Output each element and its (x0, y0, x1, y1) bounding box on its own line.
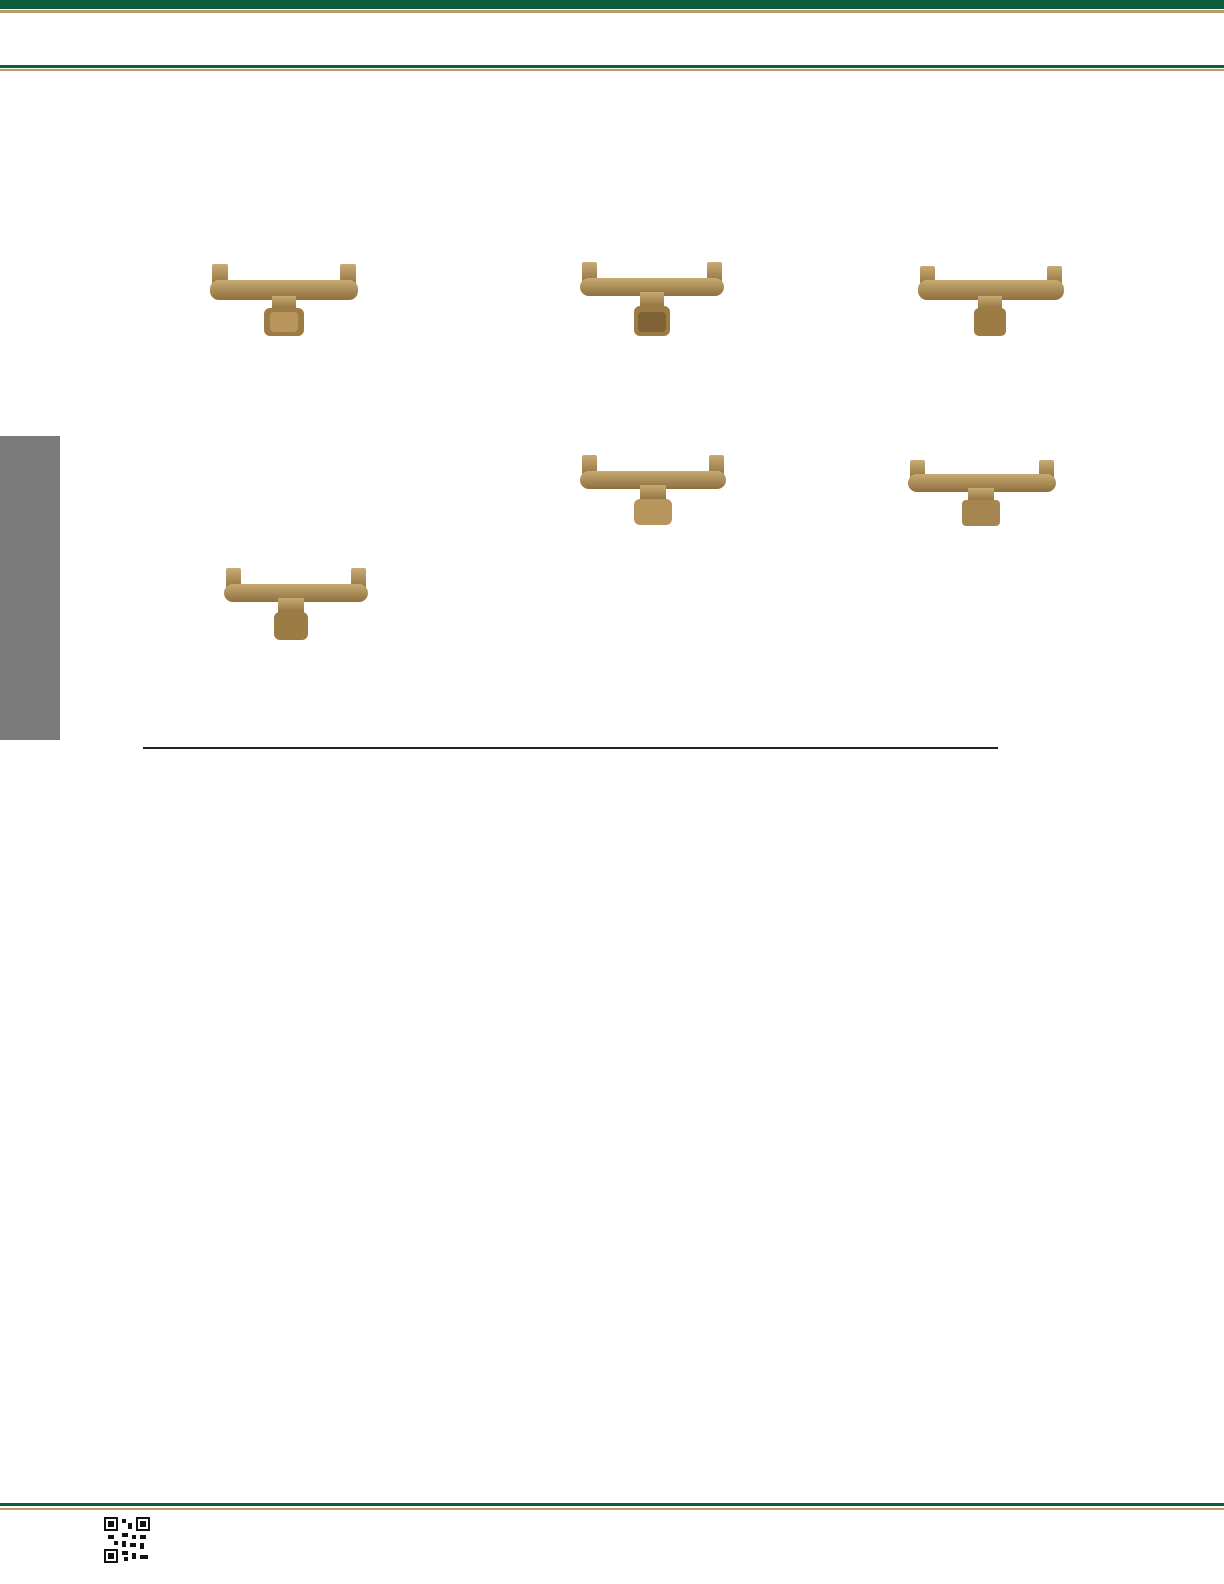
footer-green-rule (0, 1503, 1224, 1506)
side-tab[interactable] (0, 436, 60, 740)
u-branch-fitting-image (578, 453, 728, 529)
header-green-rule (0, 65, 1224, 68)
qr-code-icon[interactable] (104, 1517, 150, 1563)
footer-tan-rule (0, 1508, 1224, 1510)
top-green-bar (0, 0, 1224, 9)
u-branch-fitting-image (906, 458, 1058, 528)
top-tan-bar (0, 10, 1224, 13)
section-divider (143, 747, 998, 749)
u-branch-fitting-image (222, 566, 370, 642)
u-branch-fitting-image (578, 260, 726, 338)
u-branch-fitting-image (208, 262, 360, 338)
header-tan-rule (0, 69, 1224, 71)
u-branch-fitting-image (916, 264, 1066, 340)
